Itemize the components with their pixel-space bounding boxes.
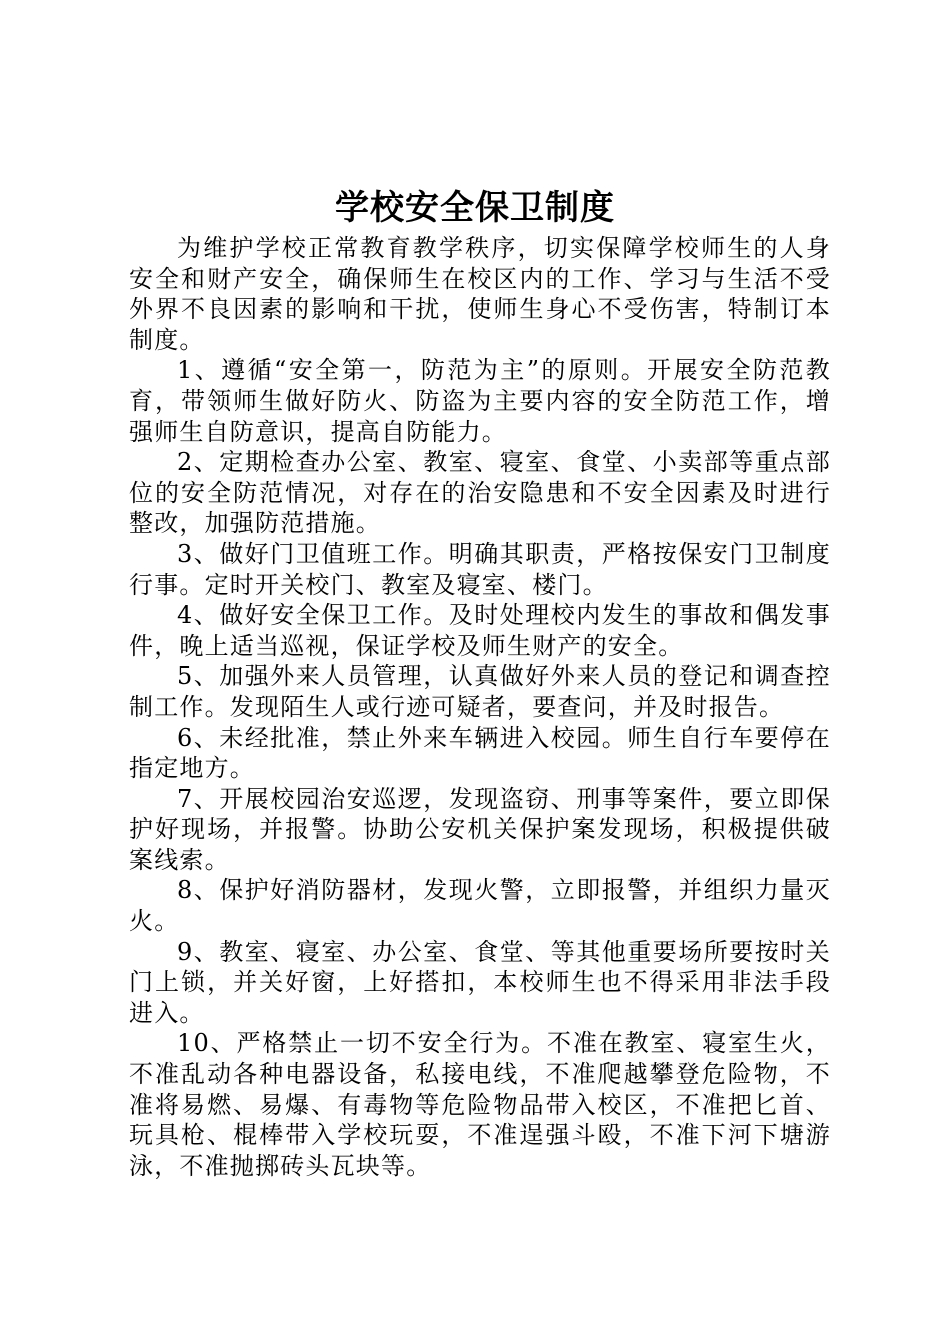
rule-paragraph-2: 2、定期检查办公室、教室、寝室、食堂、小卖部等重点部位的安全防范情况，对存在的治安隐患和不安全因素及时进行整改，加强防范措施。 — [129, 448, 831, 538]
rule-paragraph-5: 5、加强外来人员管理，认真做好外来人员的登记和调查控制工作。发现陌生人或行迹可疑者，要查问，并及时报告。 — [129, 662, 831, 721]
rule-paragraph-8: 8、保护好消防器材，发现火警，立即报警，并组织力量灭火。 — [129, 876, 831, 936]
rule-paragraph-4: 4、做好安全保卫工作。及时处理校内发生的事故和偶发事件，晚上适当巡视，保证学校及师生财产的安全。 — [129, 601, 831, 660]
rule-paragraph-7: 7、开展校园治安巡逻，发现盗窃、刑事等案件，要立即保护好现场，并报警。协助公安机关保护案发现场，积极提供破案线索。 — [129, 784, 831, 874]
rule-paragraph-3: 3、做好门卫值班工作。明确其职责，严格按保安门卫制度行事。定时开关校门、教室及寝室、楼门。 — [129, 539, 831, 599]
document-title: 学校安全保卫制度 — [335, 188, 615, 228]
rule-paragraph-10: 10、严格禁止一切不安全行为。不准在教室、寝室生火，不准乱动各种电器设备，私接电线，不准爬越攀登危险物，不准将易燃、易爆、有毒物等危险物品带入校区，不准把匕首、玩具枪、棍棒带入学校玩耍，不准逞强斗殴，不准下河下塘游泳，不准抛掷砖头瓦块等。 — [129, 1029, 831, 1180]
rule-paragraph-1: 1、遵循“安全第一，防范为主”的原则。开展安全防范教育，带领师生做好防火、防盗为主要内容的安全防范工作，增强师生自防意识，提高自防能力。 — [129, 356, 831, 446]
rule-paragraph-9: 9、教室、寝室、办公室、食堂、等其他重要场所要按时关门上锁，并关好窗，上好搭扣，本校师生也不得采用非法手段进入。 — [129, 937, 831, 1027]
intro-paragraph: 为维护学校正常教育教学秩序，切实保障学校师生的人身安全和财产安全，确保师生在校区内的工作、学习与生活不受外界不良因素的影响和干扰，使师生身心不受伤害，特制订本制度。 — [129, 234, 831, 354]
rule-paragraph-6: 6、未经批准，禁止外来车辆进入校园。师生自行车要停在指定地方。 — [129, 723, 831, 783]
document-body — [129, 233, 831, 1181]
